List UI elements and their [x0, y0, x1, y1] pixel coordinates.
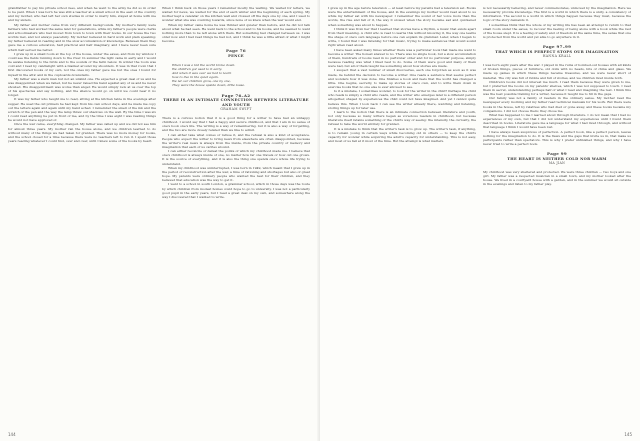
- paragraph: I was born eight years after the war. I played in the ruins of bombed-out houses with all kinds of broken things, pieces of furniture, old dolls with no heads, bits of china and glass. We made up games in which these things became treasures, and we were never short of material. The city was full of rubble and full of stories, and we children lived inside both.: [483, 63, 631, 80]
- poem-line: We let our children grow, one by one,: [172, 79, 231, 84]
- section-heading: [162, 49, 310, 58]
- poem-line: We children got used to it early.: [172, 66, 222, 71]
- section-author: MA JIAN: [548, 161, 566, 166]
- paragraph: My childhood was very sheltered and protected. We were three children — two boys and one girl. My father was a respected musician in a small town, and my mother looked after the house. We lived in a courtyard house with a garden, and in the summer we would sit outside in the evenings and listen to my father play.: [483, 169, 631, 187]
- paragraph: I have always been suspicious of perfection. A perfect book, like a perfect person, leaves nothing for the imagination to do. It is the flaws and the gaps that invite us in, that make us participants rather than spectators. This is why I prefer unfinished things, and why I have never tried to write a perfect book.: [483, 129, 631, 146]
- paragraph: I learn to the notion that there is an intimate connection between literature and youth, not only because so many writers began as voracious readers in childhood, but because literature itself retains something of the child's way of seeing: the intensity, the curiosity, the refusal to take the world entirely for granted.: [328, 109, 476, 127]
- page-number: 145: [624, 432, 632, 437]
- paragraph: My father and mother came from very different backgrounds. My mother's family were farmers who had worked the same land for generations, while my father's people were clerks and schoolmasters who had moved from town to town with their books. In our house the two worlds met, and not always peacefully. My mother believed in hard work and plain speaking; my father believed in reading and in the slow accumulation of knowledge. Between them they gave me a curious education, half practical and half imaginary, and I have never been sure which half served me better.: [8, 22, 156, 52]
- right-column-2: [483, 6, 631, 429]
- paragraph: I sometimes think that the whole of my writing life has been an attempt to return to that small room under the eaves, to recover the feeling of being alone with a book while the rest of the house slept. It is a feeling of safety and of freedom at the same time, the sense that one is protected from the world and yet able to go anywhere in it.: [483, 22, 631, 40]
- left-column-2: [162, 6, 310, 429]
- page-number: 144: [8, 432, 16, 437]
- paragraph: Children's books did not interest me much. I read them because they were given to me, but I preferred the books on my parents' shelves, which I was not supposed to touch. I read them in secret, understanding perhaps half of what I read and imagining the rest. I think this was the best possible training for a writer, because it taught me to fill in the gaps.: [483, 79, 631, 97]
- paragraph: I can either reconcile or defeat the points of which my childhood made me. I believe that one's childhood is always inside of one, no matter how far one travels or how old one grows. It is the source of everything, and it is also the thing one spends one's whole life trying to understand.: [162, 149, 310, 166]
- paragraph: When my father came home he was thinner and quieter than before, and he did not talk about what he had seen. He went back to the school and to his books, and he seemed to want nothing more than to be left alone with them. But something had changed between us. I was older now and I had read things he had not, and I think he was a little afraid of what I might become.: [162, 22, 310, 44]
- section-page-ref: Page 97–99: [542, 44, 572, 50]
- paragraph: It was my father who taught me to read, sitting at the kitchen table in the evenings after supper. He used the old primers he had kept from his own school days, and he made me copy out the letters again and again until my hand ached. I remember the smell of the ink and the scratch of the pen and the way the lamp threw our shadows on the wall. By the time I was six I could read anything he put in front of me, and by the time I was eight I was reading things he would not have approved of.: [8, 97, 156, 123]
- poem-line: They were the house upside down, little louse.: [172, 83, 246, 88]
- section-page-ref: Page 99: [547, 151, 567, 157]
- section-title: THAT WHICH IS PERFECT STOPS OUR IMAGINATION: [495, 49, 619, 54]
- paragraph: When I think back on those years I remember mostly the waiting. We waited for letters, we waited for news, we waited for the end of each winter and the beginning of each spring. My mother kept a calendar on the kitchen wall and crossed off the days one by one, and I used to wonder what she was counting towards, since none of us knew when the war would end.: [162, 6, 310, 23]
- paragraph: When my childhood was uninterrupted, I was born in 1949, which meant that I grew up in the period of reconstruction after the war, a time of rationing and shortages but also of great hope. My parents were ordinary people who wanted the best for their children, and they believed that education was the way to get it.: [162, 165, 310, 183]
- paragraph: There is a curious notion that it is a good thing for a writer to have had an unhappy childhood. I would say that I had a happy and secure childhood, and that I am in no sense of one's book one's life. The writing is a way of remembering, but it is also a way of forgetting, and the two are more closely related than we like to admit.: [162, 115, 310, 133]
- section-heading: [162, 94, 310, 112]
- section-author: GRAHAM SWIFT: [220, 107, 252, 112]
- section-heading: [483, 152, 631, 166]
- section-author: HANNA KRALL: [542, 54, 572, 59]
- paragraph: is not necessarily believing, and never commemorates, unmoved by the imagination. Here we necessarily provide knowledge. The first is a world in which there is a unity, a consistency of information. The second is a world in which things happen because they must, because the logic of the story demands it.: [483, 6, 631, 23]
- poem: [172, 63, 310, 88]
- poem-line: how to live in the quiet again.: [172, 75, 219, 80]
- paragraph: Is it a mistake, I sometimes wonder, to look for the writer in the child? Perhaps the child who reads is simply a child who reads, and the writer who emerges later is a different person altogether, shaped by experiences the child could not have imagined. And yet I cannot quite believe this. When I look back I can see the writer already there, watching and listening, storing things up for later use.: [328, 89, 476, 110]
- paragraph: Once the war came, everything changed. My father was called up and we did not see him for almost three years. My mother ran the house alone, and we children learned to do without many of the things we had taken for granted. There was no more money for books, and the school closed for a time because there were no teachers left to run it. I spent those years reading whatever I could find, over and over, until I knew some of the books by heart.: [8, 122, 156, 143]
- right-page: [320, 0, 640, 441]
- section-page-ref: Page 76–A2: [221, 92, 251, 98]
- poem-line: And when it was over we had to learn: [172, 70, 232, 75]
- paragraph: I went to a school in south London, a grammar school, which in those days was the route by which children from modest homes could hope to go to university. I was not a particularly good pupil in the early years, but I read a great deal on my own, and somewhere along the way I discovered that I wanted to write.: [162, 182, 310, 199]
- section-title: THE HEART IS NEITHER COLD NOR WARM: [507, 156, 607, 161]
- paragraph: My father was a stern man but not an unkind one. He expected a great deal of us and he was disappointed when we failed, but he never raised his hand against any of us and he never shouted. His disappointment was worse than anger. He would simply look at us over the top of his spectacles and say nothing, and the silence would go on until we could bear it no longer.: [8, 76, 156, 98]
- right-column-1: [328, 6, 476, 429]
- section-page-ref: Page 76: [226, 48, 246, 54]
- paragraph: Our family was not a family of readers in the ordinary sense. My mother read the newspaper every morning and my father read technical manuals for his work. But there were books in the house, left by relatives who had died or gone away, and these books became my companions. I did not choose them; they chose me.: [483, 96, 631, 113]
- paragraph: I can either take what comes or refuse it, and the refusal is also a kind of acceptance. People who expect the writer to bring news from elsewhere are often disappointed, because the writer's real news is always from the inside, from the private country of memory and imagination that each of us carries around.: [162, 132, 310, 149]
- poem-line: When I was a kid the world broke down.: [172, 62, 236, 67]
- paragraph: It is a mistake to think that the writer's task is to grow up. The writer's task, if anything, is to remain young in certain ways while becoming old in others — to keep the child's capacity for wonder while acquiring the adult's capacity for understanding. This is not easy, and most of us fail at it most of the time. But the attempt is what matters.: [328, 126, 476, 143]
- paragraph: grandfather to pay his private school fees, and when he went to the army he did so in order to be paid. When I was born he was still a teacher at a small school in the east of the country and my mother, who had left her own studies in order to marry him, stayed at home with me and my sisters.: [8, 6, 156, 23]
- paragraph: What has happened to me I learned about through literature. I do not mean that I had no experiences of my own, but that I did not understand my experiences until I found them described in books. Literature gave me a language for what I had lived through, and without that language I think I would have been lost.: [483, 112, 631, 130]
- section-heading: [483, 45, 631, 59]
- section-title: THERE IS AN INTIMATE CONNECTION BETWEEN LITERATURE AND YOUTH: [163, 98, 309, 107]
- section-title: PENCE: [228, 54, 244, 58]
- left-column-1: [8, 6, 156, 429]
- paragraph: I suspect that a vast number of small discoveries, each one forgotten as soon as it was made, lie behind the decision to become a writer. One reads a sentence that seems perfect and wonders how it was done. One finishes a book and feels that the world has changed a little. One begins, secretly, to make up stories of one's own, and to write them down in exercise books that no one else is ever allowed to see.: [328, 68, 476, 89]
- paragraph: I grew up in the age before television — at least before my parents had a television set. Books were the entertainment of the house, and in the evenings my mother would read aloud to us while my father sat with his newspaper. I remember the sound of her voice more than the words, the rise and fall of it, the way it slowed when the story became sad and quickened when something was about to happen.: [328, 6, 476, 27]
- paragraph: I think it was from her that I learned that stories have a rhythm, a music that exists apart from their meaning. A child who is read to learns this without knowing it, the way one learns the shape of one's own language before one can explain its grammar. Later, when I began to write, I found that I was listening for that music, trying to make sentences that would sound right when read aloud.: [328, 26, 476, 48]
- paragraph: I have been asked many times whether there was a particular book that made me want to become a writer. The honest answer is no. There was no single book, but a slow accumulation of them, hundreds of books read in no particular order and for no particular purpose, simply because reading was what I liked best to do. Some of them were good and many of them were bad, but all of them taught me something about how stories are made.: [328, 47, 476, 69]
- paragraph: I grew up in a small room at the top of the house, under the eaves, and from my window I could see the fields running down to the river. In summer the light came in early and I would lie awake listening to the birds and to the sounds of the farm below. In winter the room was cold and I read by candlelight with a blanket around my shoulders. It was in that room that I first discovered books of my own, not the ones my father gave me but the ones I found for myself in the attic and in the cupboards downstairs.: [8, 51, 156, 77]
